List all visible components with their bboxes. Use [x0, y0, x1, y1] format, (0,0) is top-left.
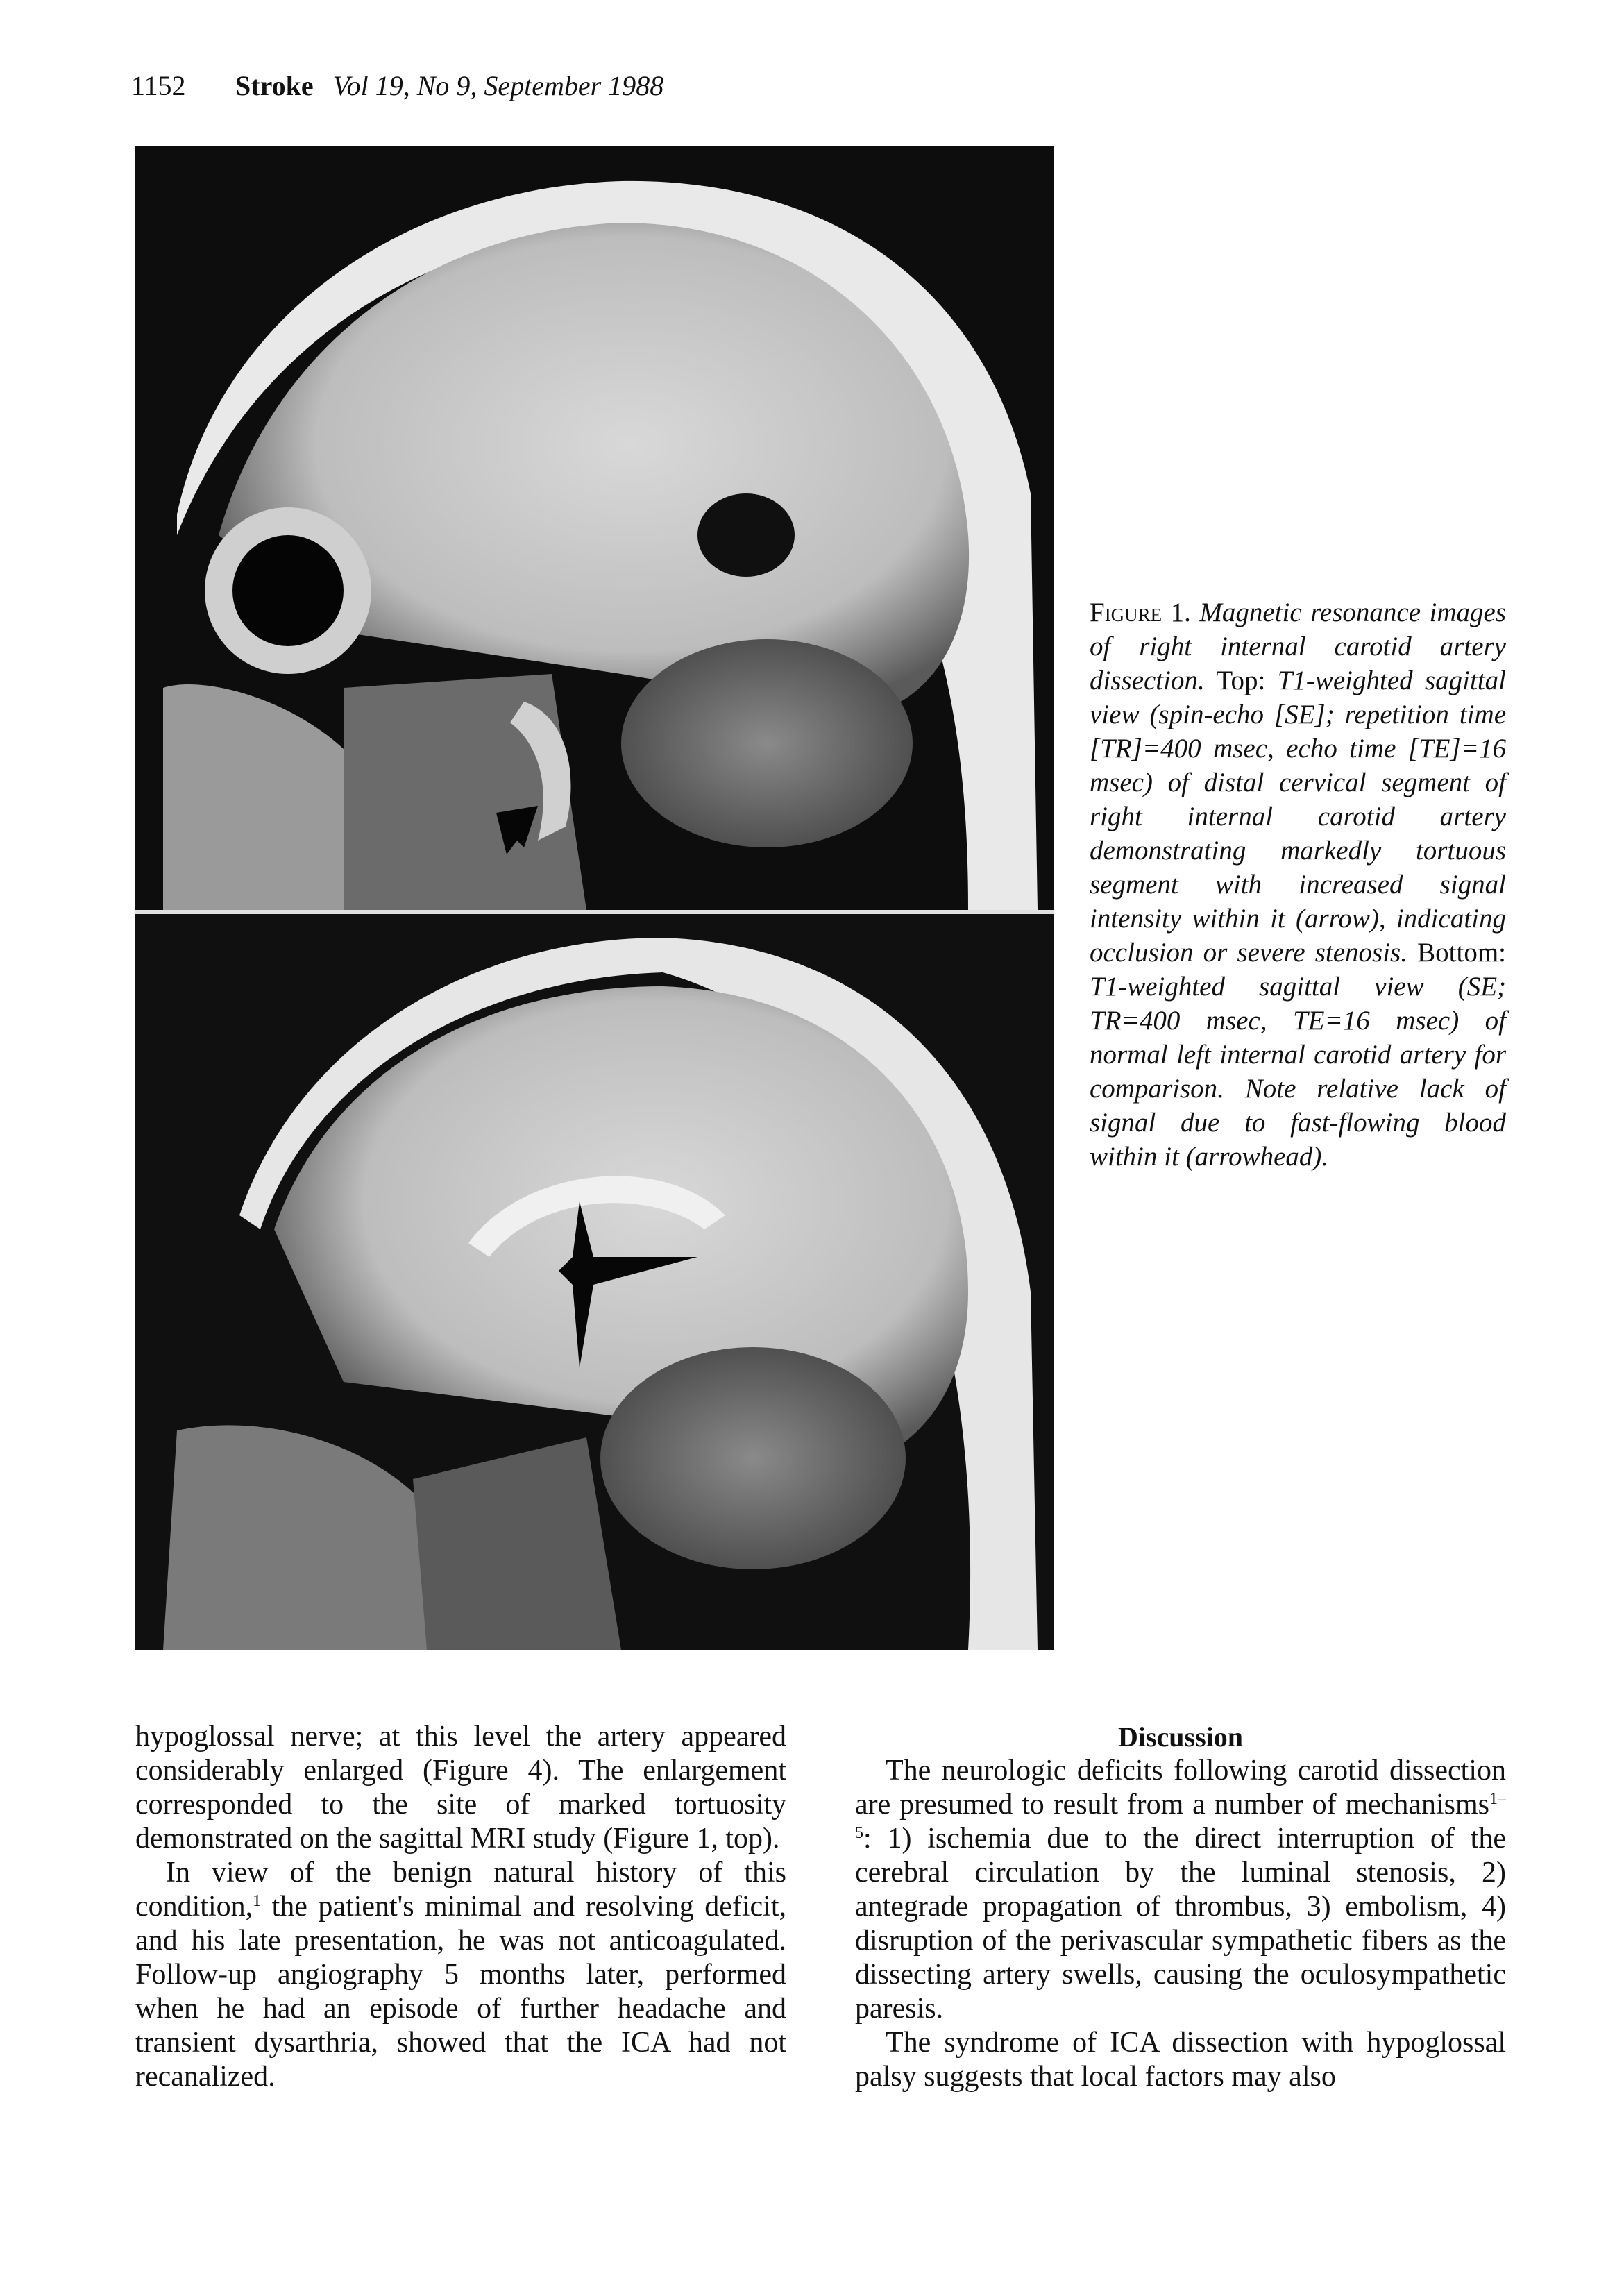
caption-bottom-label: Bottom: [1407, 938, 1506, 968]
paragraph [135, 1856, 786, 2094]
journal-issue: Vol 19, No 9, September 1988 [332, 70, 664, 101]
caption-bottom-text: T1-weighted sagittal view (SE; TR=400 msec, TE=16 msec) of normal left internal carotid artery for comparison. Note relative lack of signal due to fast-flowing blood within it (arrowhead). [1090, 972, 1506, 1172]
paragraph: The syndrome of ICA dissection with hypoglossal palsy suggests that local factors may also [855, 2027, 1506, 2093]
figure-label: Figure 1. [1090, 598, 1191, 627]
paragraph-text: the patient's minimal and resolving deficit, and his late presentation, he was not anticoagulated. Follow-up angiography 5 months later, performed when he had an episode of further headache and transient dysarthria, showed that the ICA had not recanalized. [135, 1891, 786, 2093]
paragraph-text: The neurologic deficits following carotid dissection are presumed to result from a number of mechanisms [855, 1755, 1506, 1821]
left-column [135, 1720, 786, 2094]
reference: 1–5 [855, 1790, 1506, 1842]
section-heading: Discussion [1117, 1721, 1244, 1753]
paragraph [855, 1754, 1506, 2026]
journal-name: Stroke [235, 70, 314, 101]
figure-caption [1090, 596, 1506, 1174]
running-header [131, 69, 663, 102]
right-column [855, 1720, 1506, 2094]
mri-bottom-panel [135, 914, 1054, 1650]
caption-top-label: Top: [1204, 666, 1278, 695]
paragraph-text: In view of the benign natural history of this condition, [135, 1857, 786, 1923]
mri-top-panel [135, 146, 1054, 910]
caption-title: Magnetic resonance images of right internal carotid artery dissection. [1090, 598, 1507, 695]
mri-figure [135, 146, 1054, 1650]
paragraph: hypoglossal nerve; at this level the artery appeared considerably enlarged (Figure 4). The enlargement corresponded to the site of marked tortuosity demonstrated on the sagittal MRI study (Figure 1, top). [135, 1721, 786, 1855]
paragraph-text: : 1) ischemia due to the direct interruption of the cerebral circulation by the luminal stenosis, 2) antegrade propagation of thrombus, 3) embolism, 4) disruption of the perivascular sympathetic fibers as the dissecting artery swells, causing the oculosympathetic paresis. [855, 1823, 1506, 2025]
caption-top-text: T1-weighted sagittal view (spin-echo [SE]; repetition time [TR]=400 msec, echo time [TE]=16 msec) of distal cervical segment of right internal carotid artery demonstrating markedly tortuous segment with increased signal intensity within it (arrow), indicating occlusion or severe stenosis. [1090, 666, 1506, 968]
page-number: 1152 [131, 70, 186, 101]
reference: 1 [253, 1892, 262, 1910]
